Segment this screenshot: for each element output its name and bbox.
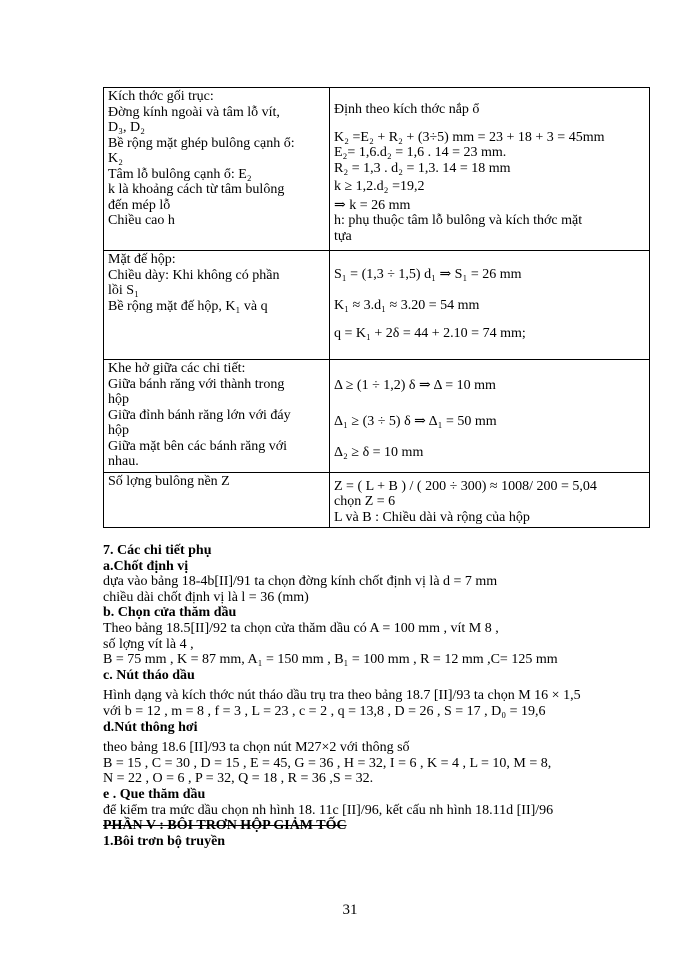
cell-line: Giữa đỉnh bánh răng lớn với đáy [108,407,291,423]
subsection-heading: d.Nút thông hơi [103,719,198,735]
cell-line: Đờng kính ngoài và tâm lỗ vít, [108,104,280,120]
cell-line: Số lợng bulông nền Z [108,473,230,489]
table-cell-left [104,251,330,360]
cell-line: K₁ ≈ 3.d₁ ≈ 3.20 = 54 mm [334,297,480,313]
spacer [334,118,646,130]
cell-line: Z = ( L + B ) / ( 200 ÷ 300) ≈ 1008/ 200 = 5,04 [334,478,597,494]
cell-line: Giữa bánh răng với thành trong [108,376,285,392]
paragraph-line: B = 15 , C = 30 , D = 15 , E = 45, G = 36 , H = 32, I = 6 , K = 4 , L = 10, M = 8, [103,755,552,771]
cell-line: Tâm lỗ bulông cạnh ổ: E₂ [108,166,252,182]
cell-line: ⇒ k = 26 mm [334,197,411,213]
cell-line: Δ₁ ≥ (3 ÷ 5) δ ⇒ Δ₁ = 50 mm [334,413,497,429]
spacer [334,313,646,326]
spacer [334,394,646,414]
cell-line: q = K₁ + 2δ = 44 + 2.10 = 74 mm; [334,326,526,341]
cell-line: Khe hở giữa các chi tiết: [108,361,246,376]
section-heading: 7. Các chi tiết phụ [103,543,212,558]
cell-line: k ≥ 1,2.d₂ =19,2 [334,179,425,194]
cell-line: nhau. [108,454,139,469]
table-cell-right [330,472,650,528]
table-cell-right [330,251,650,360]
subsection-heading: 1.Bôi trơn bộ truyền [103,833,226,849]
subsection-heading: c. Nút tháo dầu [103,667,195,683]
paragraph-line: để kiểm tra mức dầu chọn nh hình 18. 11c [II]/96, kết cấu nh hình 18.11d [II]/96 [103,802,554,818]
table-cell-left [104,360,330,473]
paragraph-line: B = 75 mm , K = 87 mm, A₁ = 150 mm , B₁ = 100 mm , R = 12 mm ,C= 125 mm [103,652,558,668]
cell-line: R₂ = 1,3 . d₂ = 1,3. 14 = 18 mm [334,160,511,176]
cell-line: Chiều cao h [108,213,175,228]
cell-line: Δ₂ ≥ δ = 10 mm [334,445,424,460]
paragraph-line: theo bảng 18.6 [II]/93 ta chọn nút M27×2 với thông số [103,740,410,756]
cell-line: K₂ =E₂ + R₂ + (3÷5) mm = 23 + 18 + 3 = 45mm [334,129,605,145]
paragraph-line: chiều dài chốt định vị là l = 36 (mm) [103,589,309,605]
table-row [104,360,650,473]
table-row [104,472,650,528]
cell-line: đến mép lỗ [108,197,171,213]
table-cell-right [330,360,650,473]
cell-line: Kích thớc gối trục: [108,89,214,104]
subsection-heading: e . Que thăm dầu [103,786,206,802]
table-cell-left [104,472,330,528]
paragraph-line: với b = 12 , m = 8 , f = 3 , L = 23 , c = 2 , q = 13,8 , D = 26 , S = 17 , D₀ = 19,6 [103,703,546,719]
table-cell-right [330,88,650,251]
part-heading: PHẦN V : BÔI TRƠN HỘP GIẢM TỐC [103,818,347,834]
cell-line: Chiều dày: Khi không có phần [108,267,280,283]
cell-line: S₁ = (1,3 ÷ 1,5) d₁ ⇒ S₁ = 26 mm [334,267,522,282]
cell-line: L và B : Chiều dài và rộng của hộp [334,509,530,525]
cell-line: Giữa mặt bên các bánh răng với [108,438,288,454]
paragraph-line: dựa vào bảng 18-4b[II]/91 ta chọn đờng kính chốt định vị là d = 7 mm [103,574,498,590]
body-text [103,543,663,849]
cell-line: h: phụ thuộc tâm lỗ bulông và kích thớc mặt [334,213,583,228]
cell-line: Mặt đế hộp: [108,252,176,267]
cell-line: hộp [108,392,129,407]
cell-line: Δ ≥ (1 ÷ 1,2) δ ⇒ Δ = 10 mm [334,378,496,393]
subsection-heading: a.Chốt định vị [103,558,189,574]
paragraph-line: số lợng vít là 4 , [103,636,194,652]
cell-line: lồi S₁ [108,283,139,298]
table-row [104,88,650,251]
paragraph-line: Hình dạng và kích thớc nút tháo dầu trụ tra theo bảng 18.7 [II]/93 ta chọn M 16 × 1,5 [103,688,581,704]
table-cell-left [104,88,330,251]
subsection-heading: b. Chọn cửa thăm dầu [103,605,237,621]
page-number: 31 [342,902,358,918]
cell-line: E₂= 1,6.d₂ = 1,6 . 14 = 23 mm. [334,145,507,160]
cell-line: Bề rộng mặt ghép bulông cạnh ổ: [108,135,295,151]
paragraph-line: N = 22 , O = 6 , P = 32, Q = 18 , R = 36 ,S = 32. [103,771,374,787]
table-row [104,251,650,360]
paragraph-line: Theo bảng 18.5[II]/92 ta chọn cửa thăm dầu có A = 100 mm , vít M 8 , [103,620,499,636]
cell-line: hộp [108,423,129,438]
spacer [334,283,646,298]
cell-line: k là khoảng cách từ tâm bulông [108,182,285,197]
dimension-table [103,87,650,528]
cell-line: Định theo kích thớc nắp ổ [334,102,480,117]
cell-line: D₃, D₂ [108,120,145,135]
cell-line: tựa [334,228,352,244]
cell-line: chọn Z = 6 [334,494,396,509]
cell-line: Bề rộng mặt đế hộp, K₁ và q [108,298,268,314]
spacer [334,429,646,445]
cell-line: K₂ [108,151,123,166]
